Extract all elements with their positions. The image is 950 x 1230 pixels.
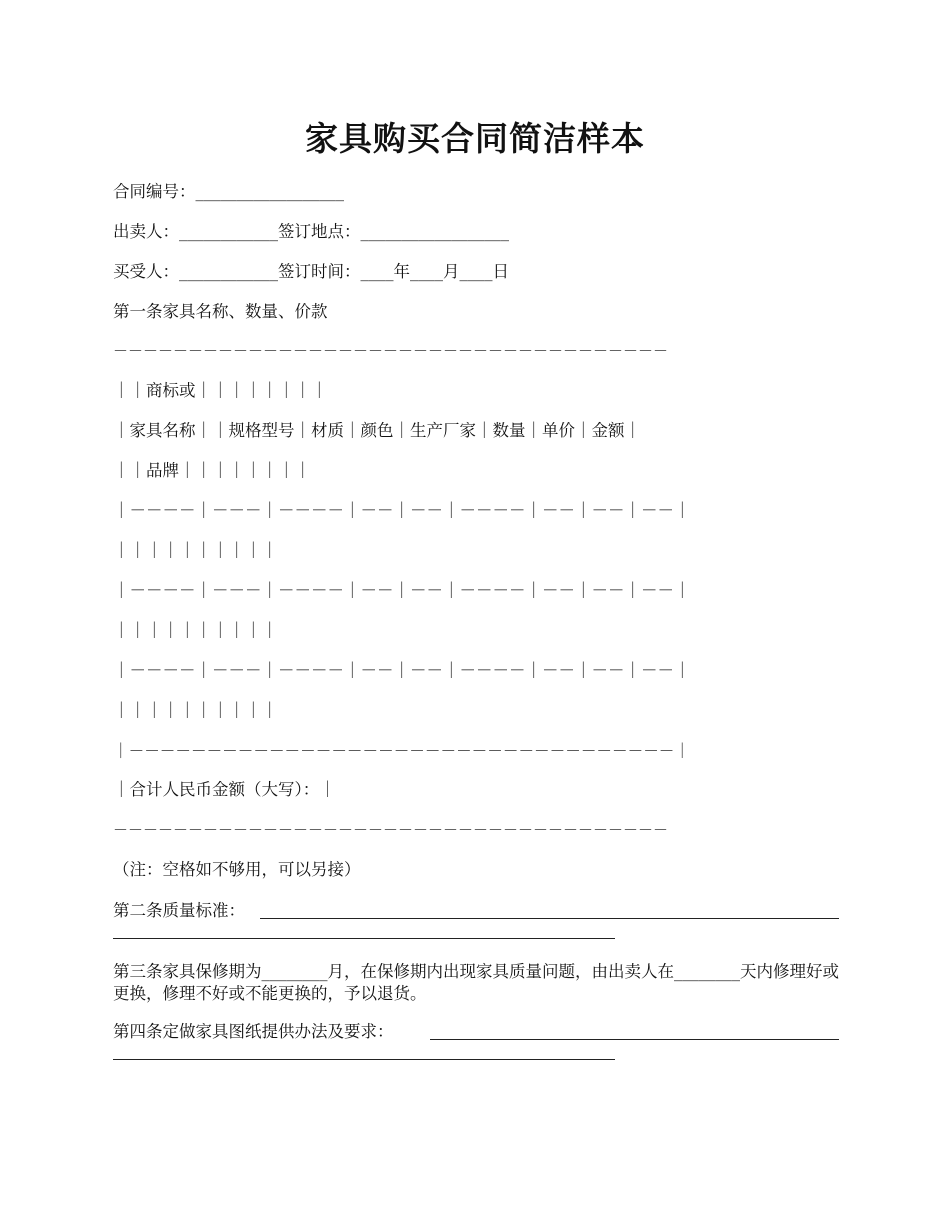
table-line: ｜｜｜｜｜｜｜｜｜｜ [113,621,278,640]
note-line: （注：空格如不够用，可以另接） [113,860,361,879]
table-line: ｜－－－－｜－－－｜－－－－｜－－｜－－｜－－－－｜－－｜－－｜－－｜ [113,661,691,680]
fill-in-underline [430,1039,839,1040]
table-line: ｜合计人民币金额（大写）：｜ [113,780,336,799]
table-line: ｜｜商标或｜｜｜｜｜｜｜｜ [113,381,328,400]
seller-line: 出卖人：____________签订地点：__________________ [113,222,509,241]
fill-in-underline [113,938,615,939]
document-title: 家具购买合同简洁样本 [305,119,645,158]
article3-paragraph: 第三条家具保修期为________月，在保修期内出现家具质量问题，由出卖人在________天内修理好或更换，修理不好或不能更换的，予以退货。 [113,962,839,1003]
table-line: ｜－－－－｜－－－｜－－－－｜－－｜－－｜－－－－｜－－｜－－｜－－｜ [113,501,691,520]
table-line: ｜｜｜｜｜｜｜｜｜｜ [113,701,278,720]
fill-in-underline [113,1059,615,1060]
table-line: ｜｜品牌｜｜｜｜｜｜｜｜ [113,461,311,480]
table-line: －－－－－－－－－－－－－－－－－－－－－－－－－－－－－－－－－－－－－ [113,342,669,360]
buyer-line: 买受人：____________签订时间：____年____月____日 [113,262,509,281]
fill-in-underline [260,918,839,919]
table-line: ｜家具名称｜｜规格型号｜材质｜颜色｜生产厂家｜数量｜单价｜金额｜ [113,421,641,440]
table-line: ｜－－－－｜－－－｜－－－－｜－－｜－－｜－－－－｜－－｜－－｜－－｜ [113,581,691,600]
article2-line: 第二条质量标准： [113,901,245,920]
table-line: －－－－－－－－－－－－－－－－－－－－－－－－－－－－－－－－－－－－－ [113,821,669,839]
table-line: ｜－－－－－－－－－－－－－－－－－－－－－－－－－－－－－－－－－－－｜ [113,742,690,760]
article1-heading: 第一条家具名称、数量、价款 [113,302,328,321]
article4-line: 第四条定做家具图纸提供办法及要求： [113,1022,394,1041]
contract-number-line: 合同编号：__________________ [113,182,344,201]
table-line: ｜｜｜｜｜｜｜｜｜｜ [113,541,278,560]
